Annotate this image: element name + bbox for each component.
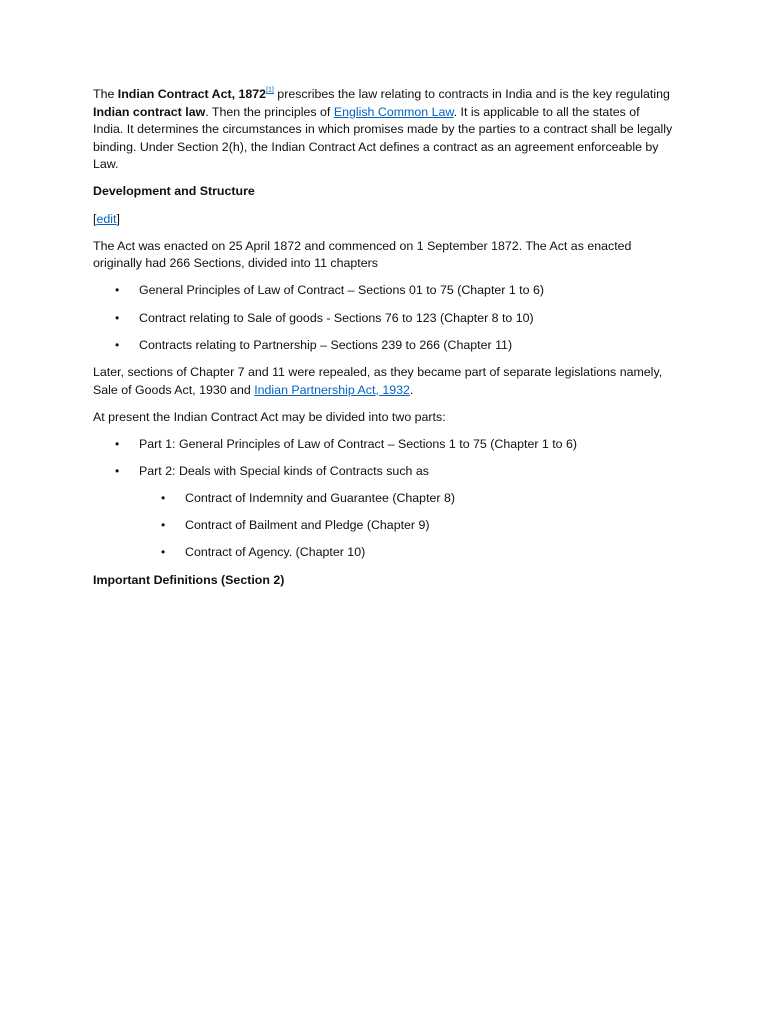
- footnote-ref[interactable]: [266, 87, 274, 94]
- list-item: [93, 544, 673, 562]
- present-paragraph: At present the Indian Contract Act may be divided into two parts:: [93, 409, 446, 424]
- bullet-icon: •: [161, 518, 166, 533]
- definitions-heading: Important Definitions (Section 2): [93, 572, 285, 587]
- list-item-text: Contract of Indemnity and Guarantee (Chapter 8): [185, 491, 455, 506]
- repeal-text-1: Later, sections of Chapter 7 and 11 were repealed, as they became part of separate legislations namely, Sale of Goods Act, 1930 and: [93, 364, 663, 397]
- repeal-paragraph: [93, 364, 673, 399]
- list-item-text: Contracts relating to Partnership – Sections 239 to 266 (Chapter 11): [139, 337, 513, 352]
- list-item-text: General Principles of Law of Contract – Sections 01 to 75 (Chapter 1 to 6): [139, 283, 544, 298]
- bullet-icon: •: [115, 463, 120, 478]
- partnership-act-link[interactable]: Indian Partnership Act, 1932: [254, 382, 410, 397]
- bullet-icon: •: [115, 283, 120, 298]
- list-item-text: Contract of Agency. (Chapter 10): [185, 545, 366, 560]
- intro-text-2: prescribes the law relating to contracts in India and is the key regulating: [273, 87, 670, 101]
- list-item: [93, 310, 673, 328]
- contract-law-bold: Indian contract law: [93, 104, 206, 119]
- repeal-text-2: .: [409, 382, 414, 397]
- edit-bracket-open: [: [93, 211, 97, 226]
- enactment-paragraph: The Act was enacted on 25 April 1872 and commenced on 1 September 1872. The Act as enacted originally had 266 Sections, divided into 11 chapters: [93, 238, 632, 271]
- english-common-law-link[interactable]: English Common Law: [333, 104, 454, 119]
- list-item-text: Part 2: Deals with Special kinds of Contracts such as: [139, 463, 429, 478]
- list-item: [93, 490, 673, 508]
- footnote-link[interactable]: [1]: [266, 87, 274, 94]
- intro-text-4: . It is applicable to all the states of India. It determines the circumstances in which promises made by the parties to a contract shall be legally binding. Under Section 2(h), the Indian Contract Act defines a contract as an agreement enforceable by Law.: [93, 104, 673, 172]
- list-item: [93, 337, 673, 355]
- bullet-icon: •: [115, 337, 120, 352]
- intro-paragraph: [93, 86, 673, 174]
- edit-line: [93, 211, 673, 229]
- edit-bracket-close: ]: [116, 211, 120, 226]
- act-name-bold: Indian Contract Act, 1872: [117, 87, 267, 101]
- intro-text-1: The: [93, 87, 118, 101]
- document-page: [93, 86, 673, 599]
- list-item: [93, 463, 673, 481]
- chapters-list: [93, 282, 673, 354]
- development-heading: Development and Structure: [93, 184, 255, 199]
- list-item-text: Contract of Bailment and Pledge (Chapter 9): [185, 518, 430, 533]
- parts-list: [93, 436, 673, 481]
- list-item: [93, 436, 673, 454]
- list-item-text: Part 1: General Principles of Law of Contract – Sections 1 to 75 (Chapter 1 to 6): [139, 436, 578, 451]
- bullet-icon: •: [115, 310, 120, 325]
- list-item: [93, 517, 673, 535]
- list-item: [93, 282, 673, 300]
- list-item-text: Contract relating to Sale of goods - Sections 76 to 123 (Chapter 8 to 10): [139, 310, 534, 325]
- special-contracts-list: [93, 490, 673, 562]
- intro-text-3: . Then the principles of: [205, 104, 334, 119]
- edit-link[interactable]: edit: [96, 211, 117, 226]
- bullet-icon: •: [161, 545, 166, 560]
- bullet-icon: •: [161, 491, 166, 506]
- bullet-icon: •: [115, 436, 120, 451]
